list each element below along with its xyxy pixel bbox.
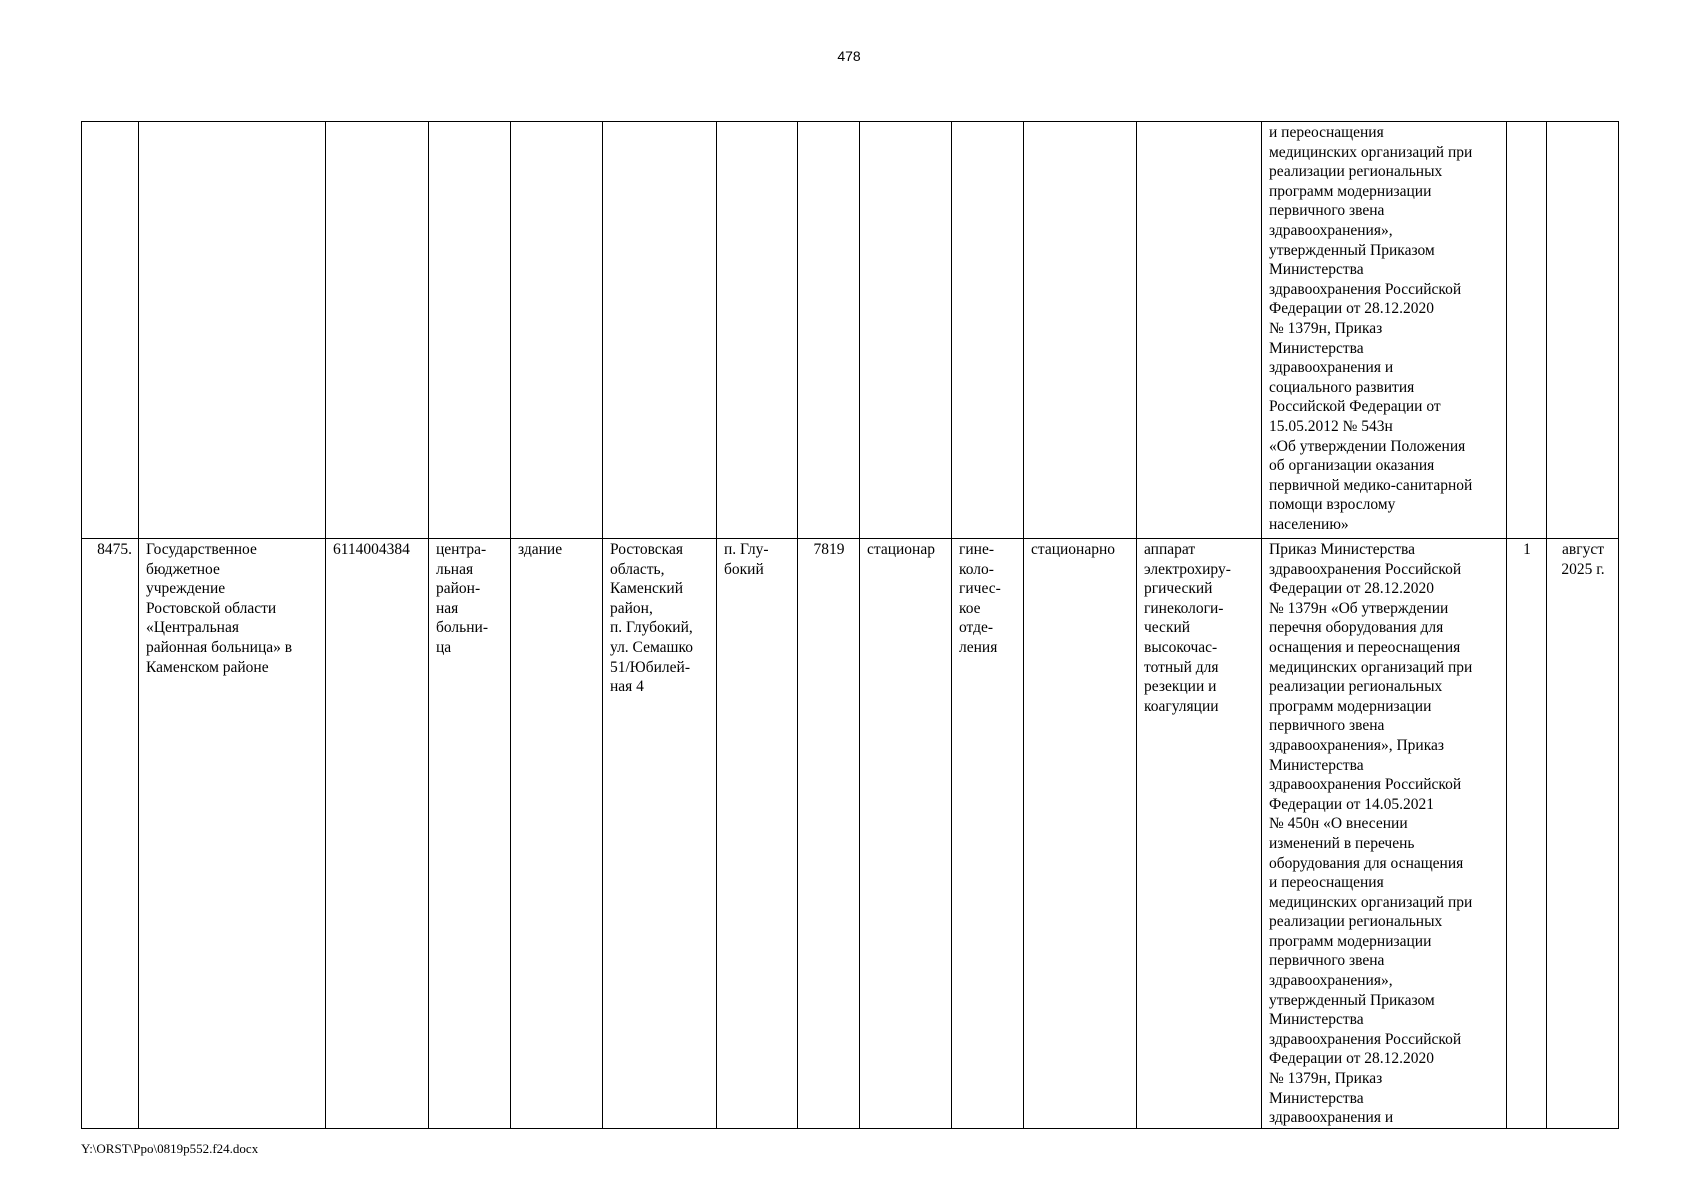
cell-basis: Приказ Министерства здравоохранения Российской Федерации от 28.12.2020 № 1379н «Об утверждении перечня оборудования для оснащения и переоснащения медицинских организаций при реализации региональных программ модернизации первичного звена здравоохранения», Приказ Министерства здравоохранения Российской Федерации от 14.05.2021 № 450н «О внесении изменений в перечень оборудования для оснащения и переоснащения медицинских организаций при реализации региональных программ модернизации первичного звена здравоохранения», утвержденный Приказом Министерства здравоохранения Российской Федерации от 28.12.2020 № 1379н, Приказ Министерства здравоохранения и bbox=[1262, 539, 1507, 1129]
page-number: 478 bbox=[837, 48, 861, 64]
cell-care-condition: стационарно bbox=[1024, 539, 1137, 1129]
cell-quantity bbox=[1507, 122, 1547, 539]
table-row bbox=[82, 539, 1619, 1129]
table-row-continuation bbox=[82, 122, 1619, 539]
cell-department: гине- коло- гичес- кое отде- ления bbox=[952, 539, 1024, 1129]
cell-equipment bbox=[1137, 122, 1262, 539]
cell-deadline: август 2025 г. bbox=[1547, 539, 1619, 1129]
cell-organization bbox=[139, 122, 326, 539]
cell-care-form bbox=[860, 122, 952, 539]
cell-address: Ростовская область, Каменский район, п. Глубокий, ул. Семашко 51/Юбилей- ная 4 bbox=[603, 539, 717, 1129]
cell-address bbox=[603, 122, 717, 539]
cell-quantity: 1 bbox=[1507, 539, 1547, 1129]
cell-department bbox=[952, 122, 1024, 539]
cell-object-type: здание bbox=[511, 539, 603, 1129]
cell-inn bbox=[326, 122, 429, 539]
cell-care-form: стационар bbox=[860, 539, 952, 1129]
cell-number bbox=[82, 122, 139, 539]
footer-file-path: Y:\ORST\Ppo\0819p552.f24.docx bbox=[81, 1141, 259, 1156]
cell-equipment: аппарат электрохиру- ргический гинекологи- ческий высокочас- тотный для резекции и коагуляции bbox=[1137, 539, 1262, 1129]
cell-care-condition bbox=[1024, 122, 1137, 539]
cell-inn: 6114004384 bbox=[326, 539, 429, 1129]
cell-deadline bbox=[1547, 122, 1619, 539]
cell-object-type bbox=[511, 122, 603, 539]
cell-basis: и переоснащения медицинских организаций при реализации региональных программ модернизации первичного звена здравоохранения», утвержденный Приказом Министерства здравоохранения Российской Федерации от 28.12.2020 № 1379н, Приказ Министерства здравоохранения и социального развития Российской Федерации от 15.05.2012 № 543н «Об утверждении Положения об организации оказания первичной медико-санитарной помощи взрослому населению» bbox=[1262, 122, 1507, 539]
cell-code bbox=[798, 122, 860, 539]
cell-code: 7819 bbox=[798, 539, 860, 1129]
cell-settlement: п. Глу- бокий bbox=[717, 539, 798, 1129]
cell-org-type bbox=[429, 122, 511, 539]
cell-organization: Государственное бюджетное учреждение Ростовской области «Центральная районная больница» в Каменском районе bbox=[139, 539, 326, 1129]
cell-number: 8475. bbox=[82, 539, 139, 1129]
equipment-table bbox=[81, 121, 1619, 1129]
cell-settlement bbox=[717, 122, 798, 539]
cell-org-type: центра- льная район- ная больни- ца bbox=[429, 539, 511, 1129]
